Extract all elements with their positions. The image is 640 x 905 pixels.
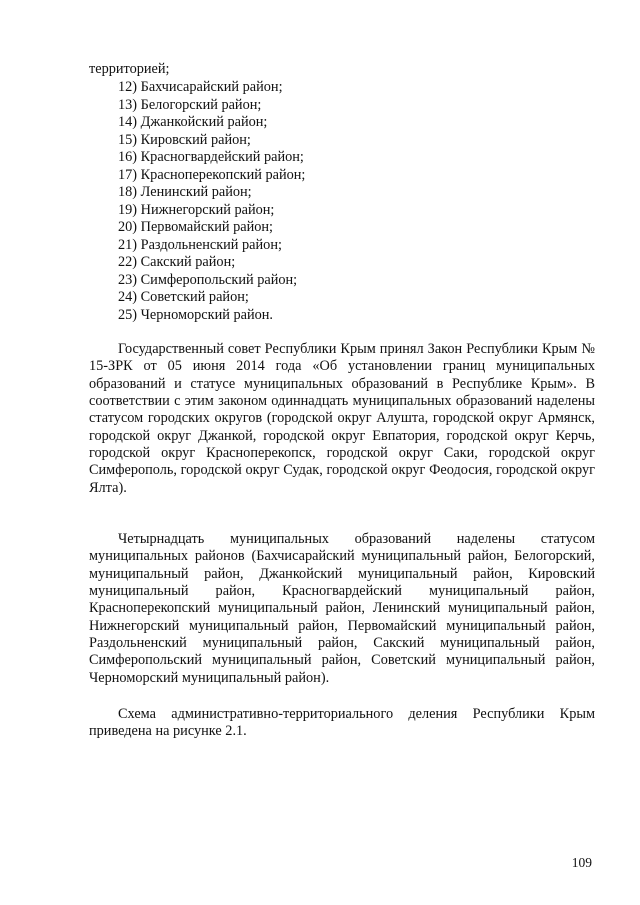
list-item: 17) Красноперекопский район; — [118, 166, 306, 183]
page-number: 109 — [571, 855, 592, 870]
list-item: 15) Кировский район; — [118, 131, 251, 148]
continuation-line: территорией; — [89, 61, 170, 77]
list-item: 22) Сакский район; — [118, 254, 236, 270]
paragraph-law: Государственный совет Республики Крым принял Закон Республики Крым № 15-ЗРК от 05 июня 2014 года «Об установлении границ муниципальных образований и статусе муниципальных образований в Республике Крым». В соответствии с этим законом одиннадцать муниципальных образований наделены статусом городских округов (городской округ Алушта, городской округ Армянск, городской округ Джанкой, городской округ Евпатория, городской округ Керчь, городской округ Красноперекопск, городской округ Саки, городской округ Симферополь, городской округ Судак, городской округ Феодосия, городской округ Ялта). — [89, 341, 595, 496]
list-item: 13) Белогорский район; — [118, 96, 262, 113]
paragraph-scheme: Схема административно-территориального деления Республики Крым приведена на рисунке 2.1. — [89, 706, 595, 740]
list-item: 23) Симферопольский район; — [118, 271, 298, 288]
list-item: 16) Красногвардейский район; — [118, 149, 304, 165]
list-item: 25) Черноморский район. — [118, 306, 273, 323]
list-item: 18) Ленинский район; — [118, 184, 252, 200]
list-item: 24) Советский район; — [118, 289, 249, 305]
paragraph-districts: Четырнадцать муниципальных образований наделены статусом муниципальных районов (Бахчисарайский муниципальный район, Белогорский, муниципальный район, Джанкойский муниципальный район, Кировский муниципальный район, Красногвардейский муниципальный район, Красноперекопский муниципальный район, Ленинский муниципальный район, Нижнегорский муниципальный район, Первомайский муниципальный район, Раздольненский муниципальный район, Сакский муниципальный район, Симферопольский муниципальный район, Советский муниципальный район, Черноморский муниципальный район). — [89, 531, 595, 686]
list-item: 14) Джанкойский район; — [118, 114, 268, 130]
list-item: 20) Первомайский район; — [118, 219, 274, 235]
list-item: 12) Бахчисарайский район; — [118, 79, 283, 95]
list-item: 19) Нижнегорский район; — [118, 201, 275, 218]
list-item: 21) Раздольненский район; — [118, 236, 282, 253]
